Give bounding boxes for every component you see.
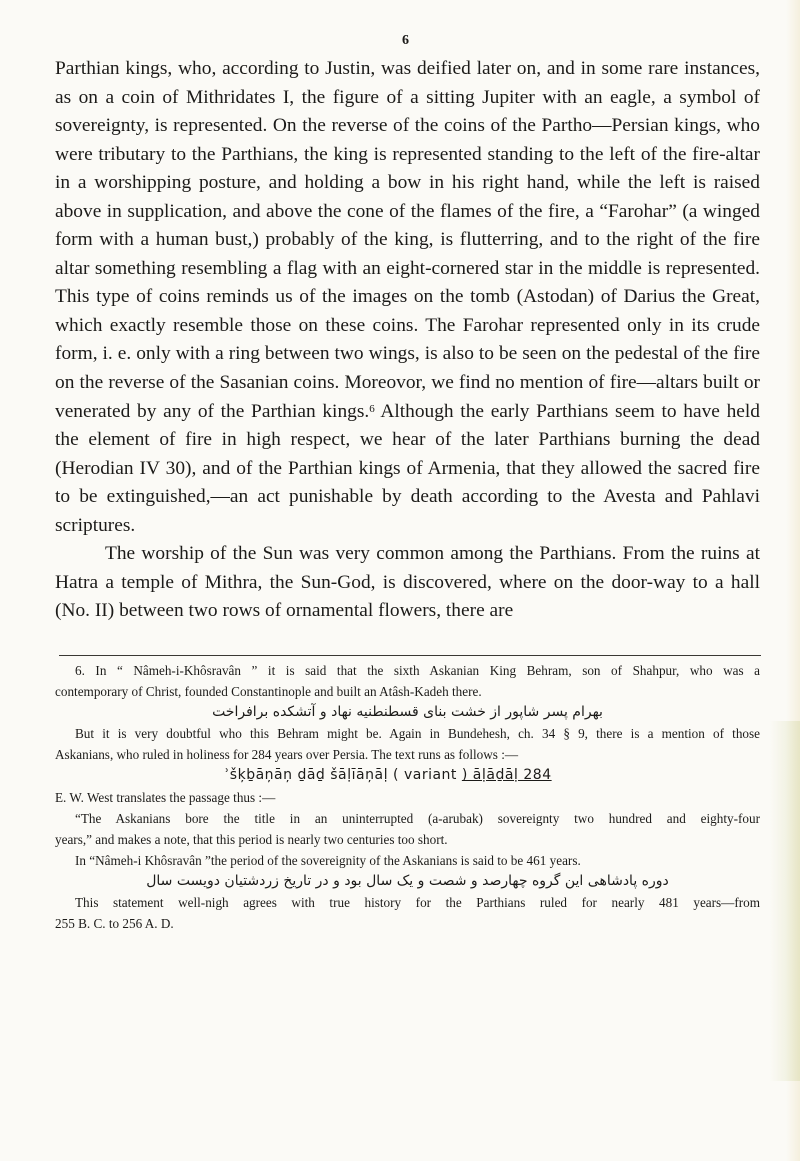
pahlavi-quote <box>55 765 760 786</box>
footnote-reference[interactable]: 6 <box>369 402 375 415</box>
footnote-line: E. W. West translates the passage thus :— <box>55 789 276 805</box>
page-number: 6 <box>402 33 409 48</box>
footnote-line: Askanians, who ruled in holiness for 284 years over Persia. The text runs as follows :— <box>55 747 519 763</box>
footnote-line: contemporary of Christ, founded Constantinople and built an Atâsh-Kadeh there. <box>55 684 482 700</box>
pahlavi-variant: ) āḷāḏāḷ 284 <box>461 767 552 784</box>
persian-quote: بهرام پسر شاپور از خشت بنای قسطنطنیه نهاد و آتشکده برافراخت <box>212 704 603 721</box>
paragraph-2-text: The worship of the Sun was very common among the Parthians. From the ruins at Hatra a temple of Mithra, the Sun-God, is discovered, where on the door-way to a hall (No. II) between two rows of ornamental flowers, there are <box>55 543 760 622</box>
footnote-line: But it is very doubtful who this Behram might be. Again in Bundehesh, ch. 34 § 9, there is a mention of those <box>75 726 760 742</box>
footnote-line: This statement well-nigh agrees with true history for the Parthians ruled for nearly 481 years—from <box>75 895 760 911</box>
pahlavi-text: ʾšķḇāņāņ ḏāḏ šāḷīāņāḷ ( variant <box>225 767 457 784</box>
paragraph-2 <box>55 540 760 626</box>
paragraph-1-text: Parthian kings, who, according to Justin, was deified later on, and in some rare instances, as on a coin of Mithridates I, the figure of a sitting Jupiter with an eagle, a symbol of sovereignty, is represented. On the reverse of the coins of the Partho—Persian kings, who were tributary to the Parthians, the king is represented standing to the left of the fire-altar in a worshipping posture, and holding a bow in his right hand, while the left is raised above in supplication, and above the cone of the flames of the fire, a “Farohar” (a winged form with a human bust,) probably of the king, is flutterring, and to the right of the fire altar something resembling a flag with an eight-cornered star in the middle is represented. This type of coins reminds us of the images on the tomb (Astodan) of Darius the Great, which exactly resemble those on these coins. The Farohar represented only in its crude form, i. e. only with a ring between two wings, is also to be seen on the pedestal of the fire on the reverse of the Sasanian coins. Moreovor, we find no mention of fire—altars built or venerated by any of the Parthian kings. <box>55 58 760 422</box>
persian-quote: دوره پادشاهی این گروه چهارصد و شصت و یک سال بود و در تاریخ زردشتیان دویست سال <box>146 872 669 889</box>
main-text <box>55 55 760 626</box>
paragraph-1b-text: Although the early Parthians seem to have held the element of fire in high respect, we hear of the later Parthians burning the dead (Herodian IV 30), and of the Parthian kings of Armenia, that they allowed the sacred fire to be extinguished,—an act punishable by death according to the Avesta and Pahlavi scriptures. <box>55 400 760 536</box>
footnote-line: 6. In “ Nâmeh-i-Khôsravân ” it is said that the sixth Askanian King Behram, son of Shahpur, who was a <box>75 663 760 678</box>
paper-edge-stain <box>770 721 800 1081</box>
footnote-line: In “Nâmeh-i Khôsravân ”the period of the sovereignity of the Askanians is said to be 461 years. <box>75 852 581 868</box>
footnote-divider <box>59 655 761 656</box>
footnote-line: years,” and makes a note, that this period is nearly two centuries too short. <box>55 831 448 847</box>
footnote-line: “The Askanians bore the title in an uninterrupted (a-arubak) sovereignty two hundred and eighty-four <box>75 810 760 826</box>
footnote-line: 255 B. C. to 256 A. D. <box>55 916 174 932</box>
paragraph-1 <box>55 55 760 540</box>
footnotes <box>55 660 760 934</box>
